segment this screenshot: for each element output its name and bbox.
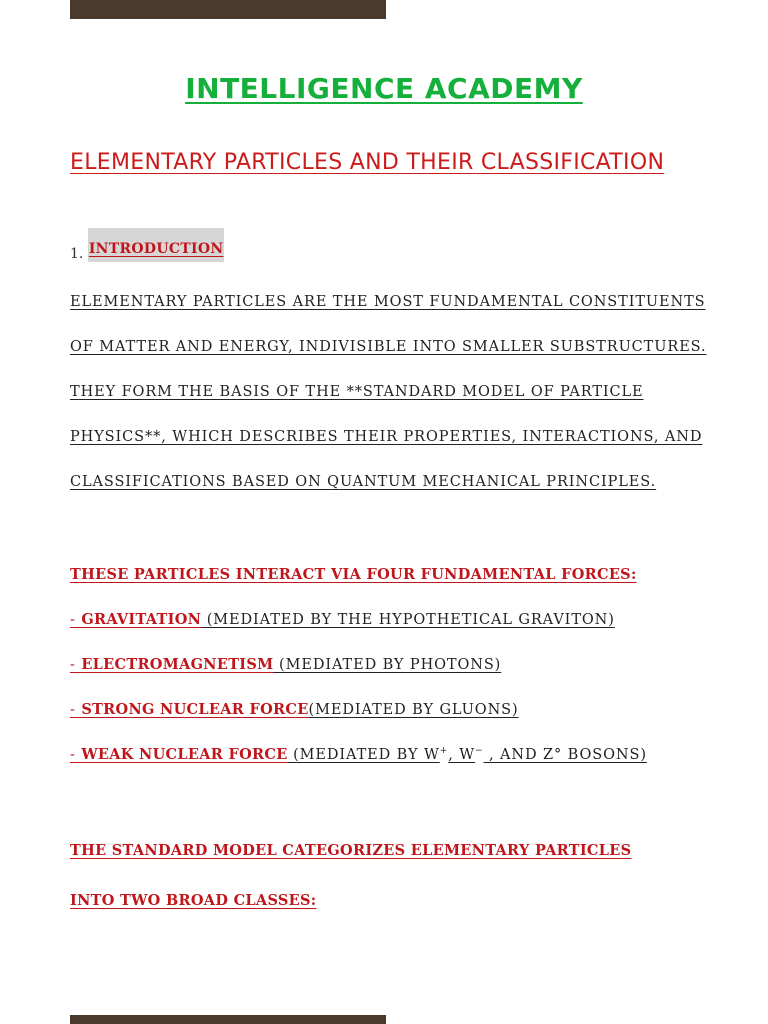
force-item-electromagnetism: - ELECTROMAGNETISM (MEDIATED BY PHOTONS) (70, 656, 502, 673)
intro-line-4: PHYSICS**, WHICH DESCRIBES THEIR PROPERTIES, INTERACTIONS, AND (70, 429, 703, 445)
section-heading-highlight (88, 228, 225, 262)
force-item-strong-nuclear: - STRONG NUCLEAR FORCE(MEDIATED BY GLUONS) (70, 701, 519, 718)
standard-model-line-1: THE STANDARD MODEL CATEGORIZES ELEMENTARY PARTICLES (70, 842, 632, 859)
top-decorative-bar (70, 0, 386, 19)
intro-line-1: ELEMENTARY PARTICLES ARE THE MOST FUNDAMENTAL CONSTITUENTS (70, 294, 706, 310)
w-plus-superscript: + (439, 746, 449, 757)
intro-line-3: THEY FORM THE BASIS OF THE **STANDARD MODEL OF PARTICLE (70, 384, 644, 400)
page-title: INTELLIGENCE ACADEMY (185, 72, 583, 105)
section-heading-introduction (70, 228, 224, 262)
bottom-decorative-bar (70, 1015, 386, 1024)
intro-line-2: OF MATTER AND ENERGY, INDIVISIBLE INTO SMALLER SUBSTRUCTURES. (70, 339, 707, 355)
force-item-weak-nuclear: - WEAK NUCLEAR FORCE (MEDIATED BY W+, W− , AND Z° BOSONS) (70, 746, 647, 763)
document-subtitle: ELEMENTARY PARTICLES AND THEIR CLASSIFICATION (70, 150, 665, 175)
forces-heading: THESE PARTICLES INTERACT VIA FOUR FUNDAMENTAL FORCES: (70, 566, 637, 583)
standard-model-line-2: INTO TWO BROAD CLASSES: (70, 892, 317, 909)
section-number: 1. (70, 246, 84, 262)
force-item-gravitation: - GRAVITATION (MEDIATED BY THE HYPOTHETICAL GRAVITON) (70, 611, 615, 628)
section-heading-label: INTRODUCTION (88, 241, 224, 257)
intro-line-5: CLASSIFICATIONS BASED ON QUANTUM MECHANICAL PRINCIPLES. (70, 474, 657, 490)
w-minus-superscript: − (475, 746, 484, 757)
